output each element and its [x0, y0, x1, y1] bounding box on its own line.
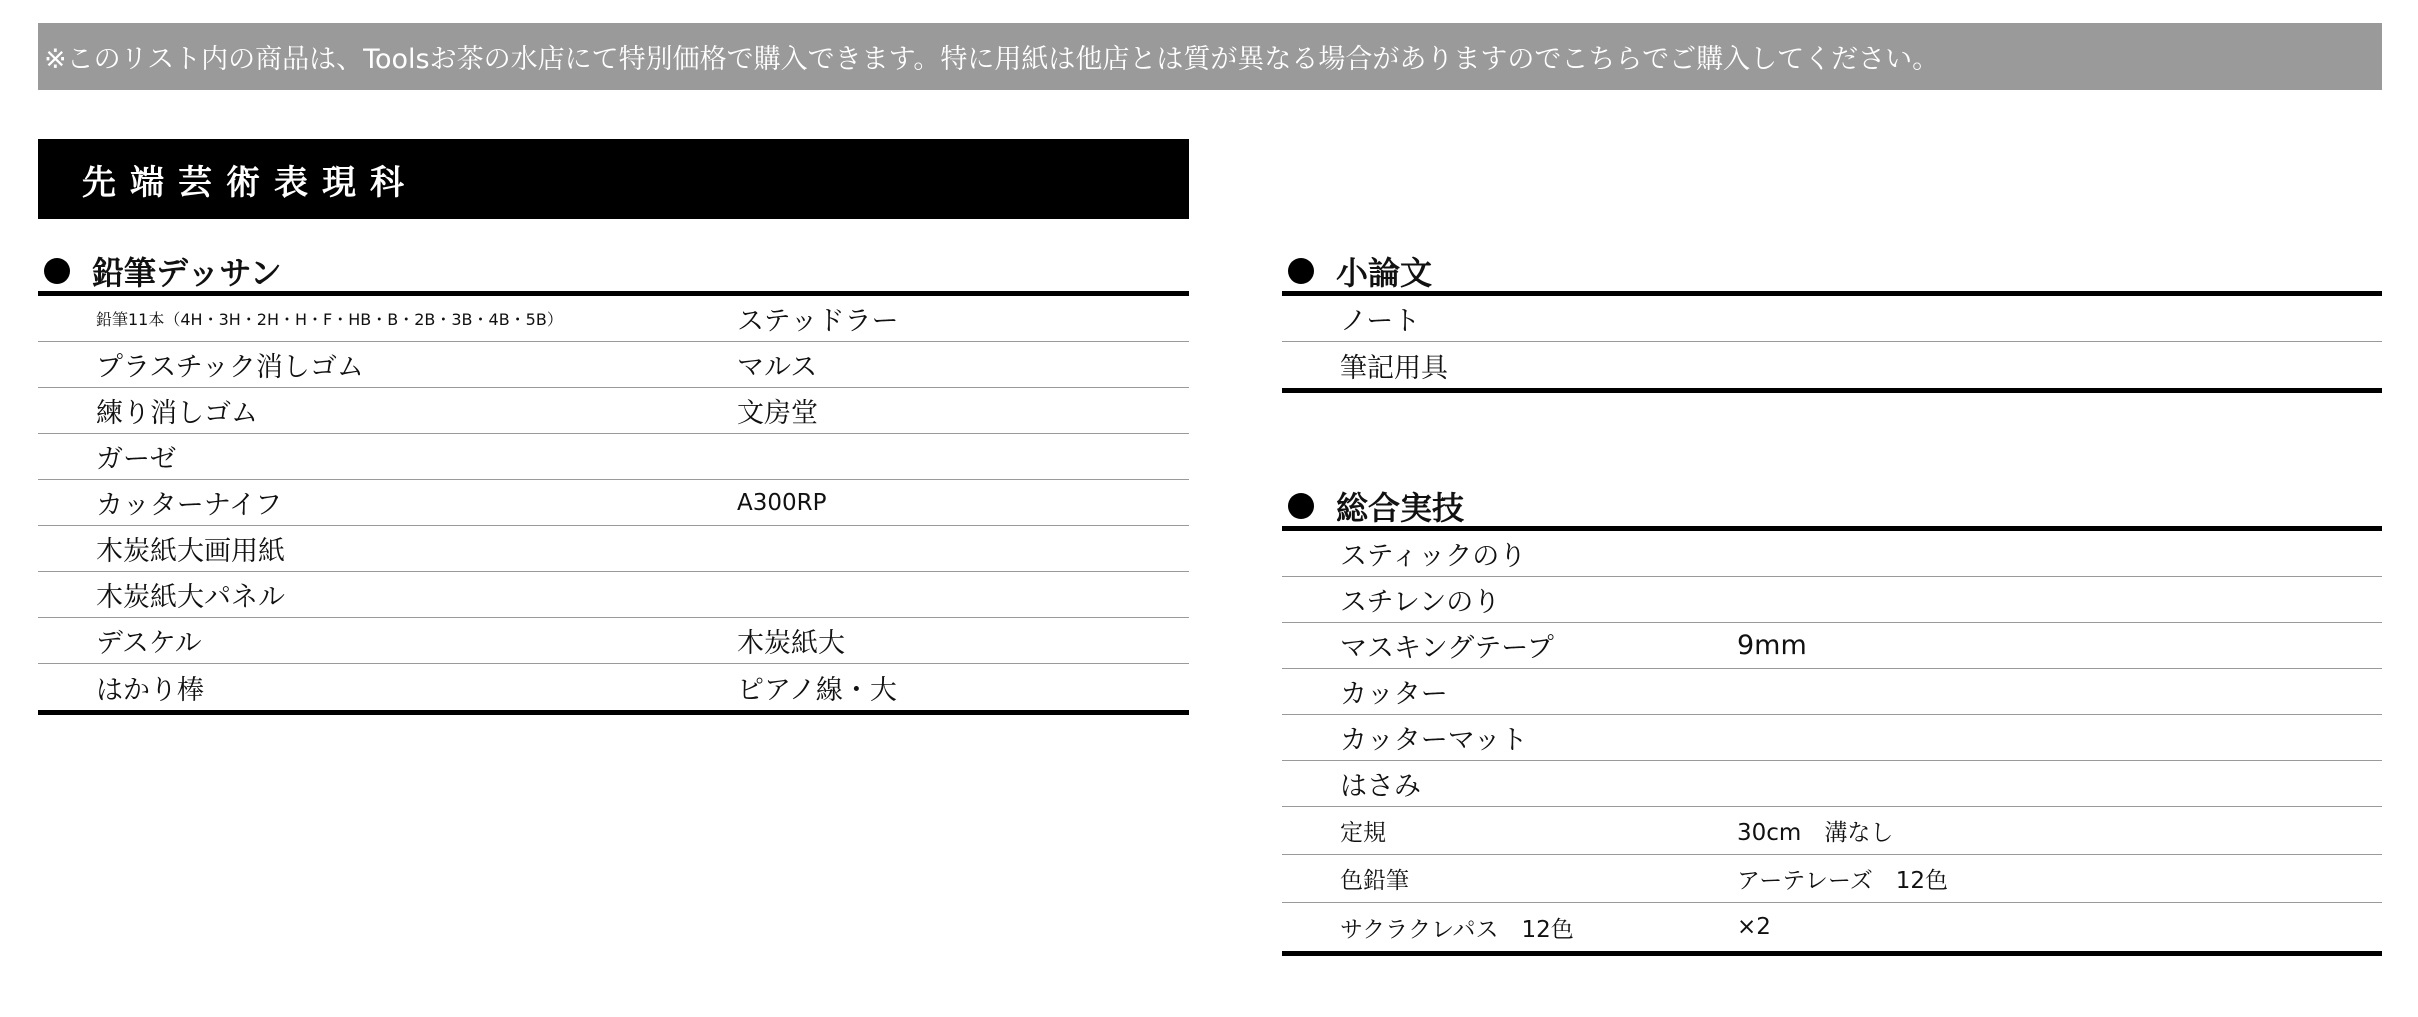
section-general-practice: [1282, 486, 2382, 956]
item-note: 9mm: [1737, 630, 1807, 661]
item-list: [1282, 531, 2382, 951]
list-item: [38, 664, 1189, 710]
item-list: [38, 296, 1189, 710]
item-name: はさみ: [1340, 771, 1421, 802]
list-item: [1282, 531, 2382, 577]
item-name: 筆記用具: [1340, 352, 1448, 384]
item-name: カッターマット: [1340, 725, 1528, 756]
item-name: カッターナイフ: [96, 490, 283, 521]
item-note: ×2: [1737, 914, 1771, 940]
item-name: 色鉛筆: [1340, 868, 1409, 894]
list-item: [1282, 296, 2382, 342]
item-name: ガーゼ: [96, 444, 177, 475]
list-item: [1282, 715, 2382, 761]
item-name: 木炭紙大パネル: [96, 582, 285, 613]
list-item: [38, 434, 1189, 480]
item-note: マルス: [737, 352, 818, 383]
item-note: ピアノ線・大: [737, 674, 897, 706]
item-name: 鉛筆11本（4H・3H・2H・H・F・HB・B・2B・3B・4B・5B）: [96, 310, 563, 329]
list-item: [1282, 577, 2382, 623]
item-name: 定規: [1340, 820, 1386, 846]
item-name: プラスチック消しゴム: [96, 352, 364, 383]
section-title: 小論文: [1336, 254, 1433, 292]
section-title: 総合実技: [1336, 489, 1465, 527]
list-item: [1282, 761, 2382, 807]
list-item: [38, 526, 1189, 572]
divider: [1282, 388, 2382, 393]
list-item: [1282, 623, 2382, 669]
item-name: サクラクレパス 12色: [1340, 916, 1574, 943]
bullet-icon: [44, 258, 70, 284]
list-item: [38, 618, 1189, 664]
section-heading: [1282, 251, 2382, 291]
item-note: アーテレーズ 12色: [1737, 868, 1948, 894]
item-list: [1282, 296, 2382, 388]
item-note: 木炭紙大: [737, 628, 845, 659]
list-item: [38, 342, 1189, 388]
list-item: [38, 388, 1189, 434]
department-title: 先端芸術表現科: [38, 139, 1189, 219]
notice-banner: ※このリスト内の商品は、Toolsお茶の水店にて特別価格で購入できます。特に用紙は他店とは質が異なる場合がありますのでこちらでご購入してください。: [38, 23, 2382, 90]
item-name: スチレンのり: [1340, 587, 1501, 618]
item-note: 文房堂: [737, 398, 818, 429]
divider: [38, 710, 1189, 715]
list-item: [38, 296, 1189, 342]
section-pencil-drawing: [38, 251, 1189, 715]
list-item: [38, 572, 1189, 618]
list-item: [1282, 807, 2382, 855]
section-heading: [1282, 486, 2382, 526]
section-heading: [38, 251, 1189, 291]
list-item: [38, 480, 1189, 526]
item-note: 30cm 溝なし: [1737, 820, 1894, 846]
list-item: [1282, 342, 2382, 388]
item-note: ステッドラー: [737, 306, 899, 337]
bullet-icon: [1288, 258, 1314, 284]
divider: [1282, 951, 2382, 956]
item-name: ノート: [1340, 306, 1421, 337]
item-note: A300RP: [737, 489, 827, 516]
section-essay: [1282, 251, 2382, 393]
item-name: マスキングテープ: [1340, 633, 1554, 664]
item-name: スティックのり: [1340, 541, 1527, 572]
list-item: [1282, 903, 2382, 951]
list-item: [1282, 855, 2382, 903]
item-name: 木炭紙大画用紙: [96, 536, 285, 567]
item-name: 練り消しゴム: [96, 398, 258, 429]
item-name: カッター: [1340, 679, 1448, 710]
section-title: 鉛筆デッサン: [92, 254, 282, 292]
list-item: [1282, 669, 2382, 715]
bullet-icon: [1288, 493, 1314, 519]
item-name: デスケル: [96, 628, 202, 659]
item-name: はかり棒: [96, 674, 204, 706]
